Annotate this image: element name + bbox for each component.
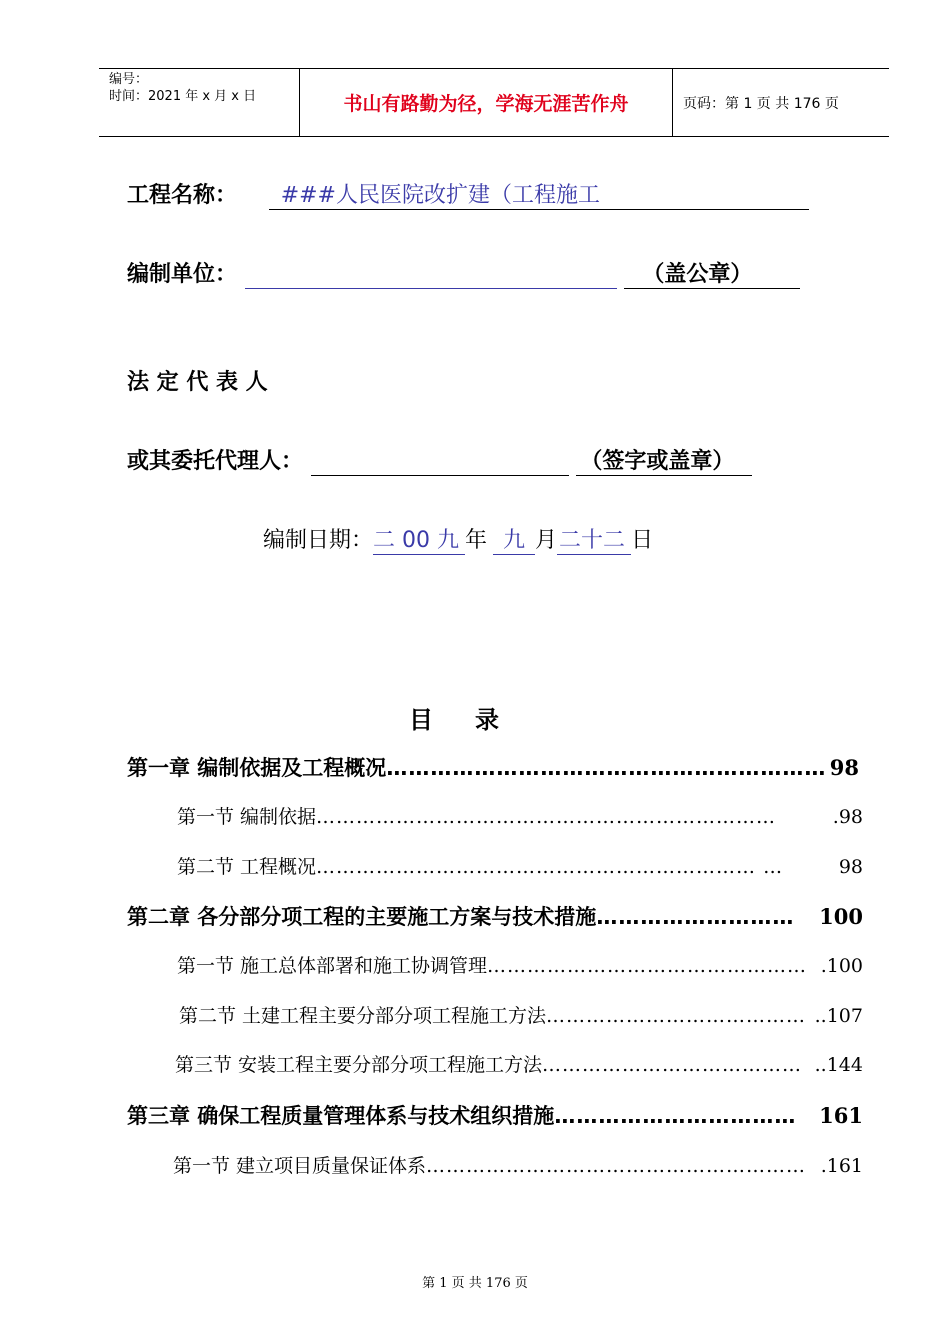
unit-field <box>245 262 617 289</box>
date-day-unit: 日 <box>631 528 654 553</box>
project-name-field <box>269 178 809 210</box>
toc-entry-text: 第二节 工程概况 <box>177 856 317 878</box>
unit-label: 编制单位： <box>127 262 238 287</box>
toc-leader: ………………………………………………………… … <box>316 856 784 878</box>
toc-leader: …………………………………………………… <box>386 756 827 780</box>
toc-entry-page: 161 <box>819 1103 863 1128</box>
toc-entry-page: ..107 <box>814 1005 863 1027</box>
date-label: 编制日期： <box>263 528 374 553</box>
toc-leader: …………………………………………………………… <box>316 806 777 828</box>
toc-entry-text: 第一节 施工总体部署和施工协调管理 <box>177 955 488 977</box>
toc-entry-text: 第二章 各分部分项工程的主要施工方案与技术措施 <box>127 905 597 929</box>
toc-leader: ………………………………… <box>546 1005 807 1027</box>
agent-row <box>127 444 752 476</box>
toc-title: 目录 <box>409 706 541 734</box>
header-page-info: 页码：第 1 页 共 176 页 <box>683 95 839 112</box>
toc-entry-text: 第三章 确保工程质量管理体系与技术组织措施 <box>127 1104 555 1128</box>
date-month-unit: 月 <box>535 528 558 553</box>
project-name-row <box>127 178 809 210</box>
toc-entry-page: 100 <box>819 904 863 929</box>
toc-entry[interactable] <box>175 1050 863 1077</box>
toc-entry-page: 98 <box>838 856 863 878</box>
toc-entry[interactable] <box>127 901 863 931</box>
time-label: 时间：2021 年 x 月 x 日 <box>109 89 257 104</box>
toc-entry-page: ..144 <box>814 1054 863 1076</box>
agent-suffix: （签字或盖章） <box>576 444 752 476</box>
date-row <box>263 523 653 555</box>
project-name-label: 工程名称： <box>127 183 238 208</box>
toc-leader: ……………………… <box>596 905 795 929</box>
toc-entry-page: .161 <box>820 1155 863 1177</box>
unit-suffix: （盖公章） <box>624 257 800 289</box>
agent-field <box>311 449 569 476</box>
toc-entry-page: .98 <box>832 806 863 828</box>
date-year: 二 00 九 <box>373 523 465 555</box>
toc-entry[interactable] <box>177 852 863 879</box>
toc-entry[interactable] <box>173 1151 863 1178</box>
toc-leader: ………………………………… <box>542 1054 803 1076</box>
toc-entry[interactable] <box>127 752 859 782</box>
toc-entry-page: .100 <box>820 955 863 977</box>
toc-entry-text: 第一节 建立项目质量保证体系 <box>173 1155 427 1177</box>
toc-leader: ………………………………………… <box>487 955 808 977</box>
legal-rep-label: 法 定 代 表 人 <box>127 370 268 395</box>
toc-entry[interactable] <box>127 1100 863 1130</box>
toc-leader: ………………………………………………… <box>426 1155 807 1177</box>
project-name-value: ###人民医院改扩建（工程施工 <box>280 183 600 208</box>
toc-entry-text: 第一章 编制依据及工程概况 <box>127 756 387 780</box>
toc-entry[interactable] <box>179 1001 863 1028</box>
unit-row <box>127 257 800 289</box>
date-day: 二十二 <box>557 523 631 555</box>
toc-leader: …………………………… <box>554 1104 797 1128</box>
page-footer: 第 1 页 共 176 页 <box>422 1276 528 1291</box>
agent-label: 或其委托代理人： <box>127 449 304 474</box>
toc-entry-text: 第二节 土建工程主要分部分项工程施工方法 <box>179 1005 547 1027</box>
header-meta <box>99 69 300 136</box>
toc-entry[interactable] <box>177 802 863 829</box>
toc-entry-text: 第一节 编制依据 <box>177 806 317 828</box>
toc-entry-text: 第三节 安装工程主要分部分项工程施工方法 <box>175 1054 543 1076</box>
toc-entry[interactable] <box>177 951 863 978</box>
toc-entry-page: 98 <box>829 755 859 780</box>
page-header <box>99 68 889 137</box>
number-label: 编号： <box>109 72 149 87</box>
header-motto: 书山有路勤为径，学海无涯苦作舟 <box>300 69 673 136</box>
date-year-unit: 年 <box>465 528 488 553</box>
date-month: 九 <box>493 523 535 555</box>
